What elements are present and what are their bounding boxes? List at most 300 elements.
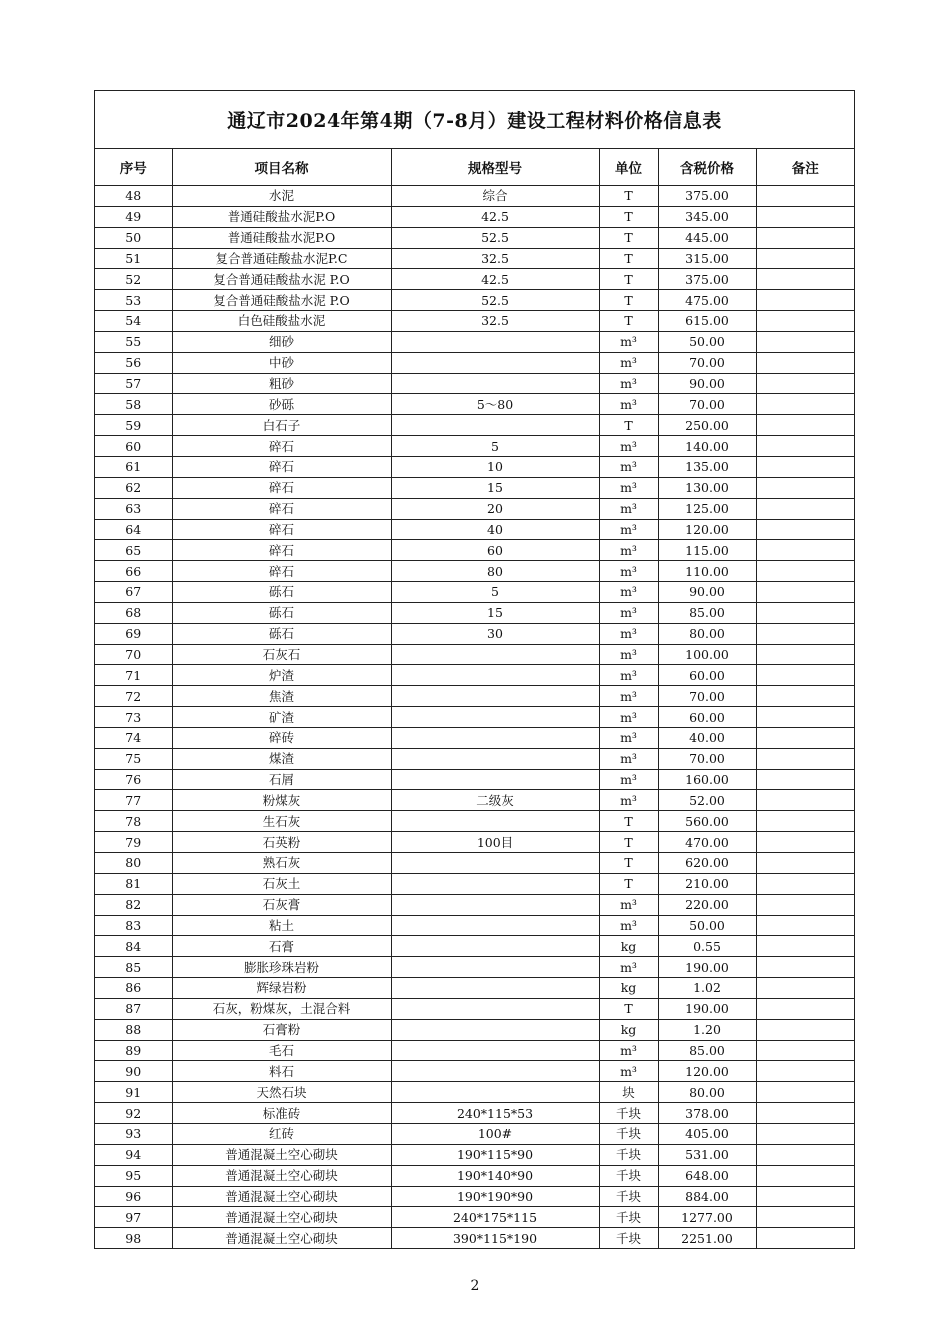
cell-spec	[391, 373, 599, 394]
cell-seq: 75	[95, 748, 172, 769]
cell-price: 470.00	[658, 832, 756, 853]
cell-seq: 64	[95, 519, 172, 540]
table-row	[95, 978, 854, 999]
cell-name: 石灰膏	[172, 894, 391, 915]
cell-remark	[756, 894, 854, 915]
cell-name: 标准砖	[172, 1103, 391, 1124]
cell-unit: m³	[599, 790, 658, 811]
cell-name: 石屑	[172, 769, 391, 790]
cell-seq: 58	[95, 394, 172, 415]
cell-price: 70.00	[658, 352, 756, 373]
cell-seq: 83	[95, 915, 172, 936]
table-row	[95, 1103, 854, 1124]
cell-remark	[756, 853, 854, 874]
cell-seq: 48	[95, 186, 172, 207]
cell-price: 52.00	[658, 790, 756, 811]
cell-remark	[756, 1019, 854, 1040]
cell-seq: 68	[95, 602, 172, 623]
header-row	[95, 149, 854, 186]
table-row	[95, 832, 854, 853]
cell-seq: 85	[95, 957, 172, 978]
cell-price: 0.55	[658, 936, 756, 957]
cell-name: 水泥	[172, 186, 391, 207]
price-table-sheet	[94, 90, 855, 1249]
cell-price: 70.00	[658, 748, 756, 769]
cell-spec	[391, 1019, 599, 1040]
cell-name: 石英粉	[172, 832, 391, 853]
table-row	[95, 1123, 854, 1144]
cell-remark	[756, 1207, 854, 1228]
cell-remark	[756, 519, 854, 540]
cell-price: 120.00	[658, 1061, 756, 1082]
table-row	[95, 1019, 854, 1040]
table-row	[95, 1207, 854, 1228]
cell-remark	[756, 665, 854, 686]
cell-name: 粘土	[172, 915, 391, 936]
cell-spec: 52.5	[391, 227, 599, 248]
cell-seq: 93	[95, 1123, 172, 1144]
cell-name: 碎石	[172, 498, 391, 519]
cell-price: 190.00	[658, 998, 756, 1019]
cell-unit: 千块	[599, 1228, 658, 1248]
cell-price: 648.00	[658, 1165, 756, 1186]
cell-name: 白石子	[172, 415, 391, 436]
cell-price: 315.00	[658, 248, 756, 269]
cell-seq: 54	[95, 311, 172, 332]
cell-name: 复合普通硅酸盐水泥 P.O	[172, 269, 391, 290]
cell-seq: 61	[95, 456, 172, 477]
cell-unit: m³	[599, 602, 658, 623]
cell-spec: 240*175*115	[391, 1207, 599, 1228]
cell-seq: 98	[95, 1228, 172, 1248]
cell-seq: 95	[95, 1165, 172, 1186]
cell-unit: m³	[599, 477, 658, 498]
cell-seq: 55	[95, 331, 172, 352]
cell-name: 红砖	[172, 1123, 391, 1144]
cell-unit: m³	[599, 352, 658, 373]
table-row	[95, 769, 854, 790]
cell-seq: 62	[95, 477, 172, 498]
table-row	[95, 1165, 854, 1186]
table-row	[95, 331, 854, 352]
cell-spec: 100目	[391, 832, 599, 853]
cell-spec	[391, 748, 599, 769]
cell-spec	[391, 915, 599, 936]
cell-unit: m³	[599, 748, 658, 769]
cell-seq: 59	[95, 415, 172, 436]
cell-unit: m³	[599, 331, 658, 352]
cell-name: 碎石	[172, 561, 391, 582]
cell-remark	[756, 873, 854, 894]
cell-price: 445.00	[658, 227, 756, 248]
cell-remark	[756, 1123, 854, 1144]
cell-price: 378.00	[658, 1103, 756, 1124]
table-row	[95, 248, 854, 269]
cell-spec	[391, 415, 599, 436]
table-row	[95, 686, 854, 707]
cell-price: 140.00	[658, 436, 756, 457]
cell-remark	[756, 790, 854, 811]
cell-name: 生石灰	[172, 811, 391, 832]
cell-unit: 千块	[599, 1165, 658, 1186]
cell-price: 80.00	[658, 623, 756, 644]
cell-spec: 30	[391, 623, 599, 644]
cell-name: 普通硅酸盐水泥P.O	[172, 227, 391, 248]
cell-name: 白色硅酸盐水泥	[172, 311, 391, 332]
cell-unit: T	[599, 853, 658, 874]
cell-price: 405.00	[658, 1123, 756, 1144]
cell-spec	[391, 811, 599, 832]
cell-seq: 94	[95, 1144, 172, 1165]
cell-price: 220.00	[658, 894, 756, 915]
table-row	[95, 936, 854, 957]
cell-spec: 5	[391, 436, 599, 457]
cell-remark	[756, 602, 854, 623]
cell-spec: 80	[391, 561, 599, 582]
table-row	[95, 186, 854, 207]
cell-name: 料石	[172, 1061, 391, 1082]
cell-spec: 100#	[391, 1123, 599, 1144]
cell-unit: T	[599, 811, 658, 832]
cell-spec: 40	[391, 519, 599, 540]
cell-price: 210.00	[658, 873, 756, 894]
cell-spec	[391, 894, 599, 915]
cell-name: 砾石	[172, 623, 391, 644]
cell-seq: 79	[95, 832, 172, 853]
cell-unit: m³	[599, 686, 658, 707]
cell-spec: 60	[391, 540, 599, 561]
cell-spec: 42.5	[391, 206, 599, 227]
cell-unit: T	[599, 206, 658, 227]
cell-name: 毛石	[172, 1040, 391, 1061]
cell-price: 475.00	[658, 290, 756, 311]
cell-spec	[391, 978, 599, 999]
cell-name: 普通混凝土空心砌块	[172, 1165, 391, 1186]
cell-spec: 5～80	[391, 394, 599, 415]
cell-price: 40.00	[658, 727, 756, 748]
cell-unit: m³	[599, 498, 658, 519]
cell-remark	[756, 1103, 854, 1124]
cell-unit: T	[599, 248, 658, 269]
cell-spec	[391, 873, 599, 894]
cell-name: 碎砖	[172, 727, 391, 748]
table-row	[95, 1061, 854, 1082]
table-row	[95, 957, 854, 978]
table-row	[95, 998, 854, 1019]
header-remark: 备注	[756, 149, 854, 186]
cell-remark	[756, 686, 854, 707]
cell-seq: 49	[95, 206, 172, 227]
cell-seq: 92	[95, 1103, 172, 1124]
cell-price: 560.00	[658, 811, 756, 832]
cell-remark	[756, 498, 854, 519]
cell-spec	[391, 1061, 599, 1082]
cell-spec: 190*115*90	[391, 1144, 599, 1165]
cell-spec	[391, 707, 599, 728]
cell-name: 砾石	[172, 582, 391, 603]
cell-unit: m³	[599, 519, 658, 540]
cell-seq: 73	[95, 707, 172, 728]
cell-seq: 52	[95, 269, 172, 290]
cell-price: 160.00	[658, 769, 756, 790]
table-row	[95, 1082, 854, 1103]
cell-price: 130.00	[658, 477, 756, 498]
cell-seq: 71	[95, 665, 172, 686]
cell-unit: m³	[599, 665, 658, 686]
cell-unit: 千块	[599, 1207, 658, 1228]
cell-price: 1.20	[658, 1019, 756, 1040]
cell-spec	[391, 352, 599, 373]
table-row	[95, 373, 854, 394]
cell-price: 60.00	[658, 665, 756, 686]
cell-name: 煤渣	[172, 748, 391, 769]
cell-remark	[756, 1040, 854, 1061]
cell-spec	[391, 644, 599, 665]
cell-unit: T	[599, 998, 658, 1019]
table-row	[95, 873, 854, 894]
cell-seq: 82	[95, 894, 172, 915]
table-row	[95, 582, 854, 603]
cell-unit: 块	[599, 1082, 658, 1103]
cell-unit: m³	[599, 915, 658, 936]
cell-name: 普通混凝土空心砌块	[172, 1144, 391, 1165]
table-row	[95, 790, 854, 811]
cell-name: 复合普通硅酸盐水泥P.C	[172, 248, 391, 269]
cell-price: 615.00	[658, 311, 756, 332]
cell-remark	[756, 269, 854, 290]
cell-seq: 89	[95, 1040, 172, 1061]
cell-remark	[756, 206, 854, 227]
cell-unit: T	[599, 873, 658, 894]
cell-name: 中砂	[172, 352, 391, 373]
table-row	[95, 1144, 854, 1165]
header-spec: 规格型号	[391, 149, 599, 186]
cell-name: 石灰，粉煤灰，土混合料	[172, 998, 391, 1019]
cell-spec	[391, 331, 599, 352]
table-row	[95, 415, 854, 436]
cell-price: 70.00	[658, 686, 756, 707]
cell-spec: 240*115*53	[391, 1103, 599, 1124]
cell-remark	[756, 832, 854, 853]
cell-spec	[391, 957, 599, 978]
cell-remark	[756, 373, 854, 394]
cell-remark	[756, 1082, 854, 1103]
cell-remark	[756, 248, 854, 269]
cell-price: 85.00	[658, 1040, 756, 1061]
table-row	[95, 915, 854, 936]
cell-remark	[756, 352, 854, 373]
cell-unit: m³	[599, 436, 658, 457]
cell-unit: m³	[599, 1061, 658, 1082]
cell-remark	[756, 561, 854, 582]
cell-spec: 15	[391, 602, 599, 623]
cell-remark	[756, 227, 854, 248]
cell-remark	[756, 1228, 854, 1248]
table-row	[95, 269, 854, 290]
cell-unit: T	[599, 186, 658, 207]
cell-seq: 78	[95, 811, 172, 832]
cell-spec: 190*190*90	[391, 1186, 599, 1207]
table-row	[95, 456, 854, 477]
cell-unit: m³	[599, 644, 658, 665]
cell-name: 碎石	[172, 456, 391, 477]
cell-spec	[391, 936, 599, 957]
cell-spec	[391, 686, 599, 707]
cell-price: 345.00	[658, 206, 756, 227]
cell-unit: m³	[599, 707, 658, 728]
cell-name: 膨胀珍珠岩粉	[172, 957, 391, 978]
cell-spec	[391, 998, 599, 1019]
cell-spec: 390*115*190	[391, 1228, 599, 1248]
cell-unit: m³	[599, 561, 658, 582]
cell-unit: kg	[599, 936, 658, 957]
header-name: 项目名称	[172, 149, 391, 186]
table-body	[95, 186, 854, 1249]
cell-price: 70.00	[658, 394, 756, 415]
cell-unit: m³	[599, 769, 658, 790]
cell-spec: 20	[391, 498, 599, 519]
cell-unit: T	[599, 290, 658, 311]
header-price: 含税价格	[658, 149, 756, 186]
cell-seq: 70	[95, 644, 172, 665]
cell-price: 2251.00	[658, 1228, 756, 1248]
cell-spec	[391, 727, 599, 748]
cell-spec: 32.5	[391, 311, 599, 332]
table-row	[95, 748, 854, 769]
cell-unit: 千块	[599, 1103, 658, 1124]
table-row	[95, 894, 854, 915]
cell-remark	[756, 811, 854, 832]
cell-remark	[756, 915, 854, 936]
table-row	[95, 602, 854, 623]
cell-seq: 90	[95, 1061, 172, 1082]
cell-seq: 84	[95, 936, 172, 957]
cell-name: 石灰土	[172, 873, 391, 894]
cell-seq: 76	[95, 769, 172, 790]
table-row	[95, 1228, 854, 1248]
cell-price: 60.00	[658, 707, 756, 728]
cell-price: 375.00	[658, 186, 756, 207]
cell-price: 50.00	[658, 331, 756, 352]
cell-remark	[756, 998, 854, 1019]
table-row	[95, 498, 854, 519]
cell-name: 粗砂	[172, 373, 391, 394]
table-row	[95, 519, 854, 540]
cell-seq: 96	[95, 1186, 172, 1207]
cell-remark	[756, 769, 854, 790]
cell-unit: m³	[599, 456, 658, 477]
cell-remark	[756, 456, 854, 477]
cell-seq: 88	[95, 1019, 172, 1040]
cell-unit: kg	[599, 1019, 658, 1040]
cell-seq: 53	[95, 290, 172, 311]
cell-name: 矿渣	[172, 707, 391, 728]
table-title: 通辽市2024年第4期（7-8月）建设工程材料价格信息表	[95, 91, 854, 149]
cell-name: 普通混凝土空心砌块	[172, 1186, 391, 1207]
table-row	[95, 561, 854, 582]
cell-spec: 190*140*90	[391, 1165, 599, 1186]
cell-name: 碎石	[172, 540, 391, 561]
cell-price: 375.00	[658, 269, 756, 290]
cell-seq: 81	[95, 873, 172, 894]
cell-unit: kg	[599, 978, 658, 999]
cell-price: 135.00	[658, 456, 756, 477]
cell-name: 砂砾	[172, 394, 391, 415]
cell-name: 普通混凝土空心砌块	[172, 1207, 391, 1228]
cell-price: 90.00	[658, 582, 756, 603]
cell-unit: m³	[599, 727, 658, 748]
cell-name: 复合普通硅酸盐水泥 P.O	[172, 290, 391, 311]
cell-seq: 77	[95, 790, 172, 811]
cell-remark	[756, 311, 854, 332]
table-row	[95, 311, 854, 332]
cell-price: 190.00	[658, 957, 756, 978]
cell-seq: 60	[95, 436, 172, 457]
cell-unit: m³	[599, 623, 658, 644]
cell-remark	[756, 1165, 854, 1186]
cell-remark	[756, 644, 854, 665]
cell-name: 石灰石	[172, 644, 391, 665]
cell-spec	[391, 1082, 599, 1103]
cell-name: 炉渣	[172, 665, 391, 686]
cell-unit: T	[599, 415, 658, 436]
table-row	[95, 665, 854, 686]
cell-name: 辉绿岩粉	[172, 978, 391, 999]
cell-name: 碎石	[172, 436, 391, 457]
cell-remark	[756, 436, 854, 457]
cell-unit: m³	[599, 582, 658, 603]
header-unit: 单位	[599, 149, 658, 186]
table-row	[95, 227, 854, 248]
cell-name: 细砂	[172, 331, 391, 352]
cell-unit: T	[599, 832, 658, 853]
cell-seq: 69	[95, 623, 172, 644]
cell-spec: 5	[391, 582, 599, 603]
cell-name: 粉煤灰	[172, 790, 391, 811]
cell-price: 90.00	[658, 373, 756, 394]
cell-remark	[756, 186, 854, 207]
cell-unit: T	[599, 227, 658, 248]
table-row	[95, 644, 854, 665]
cell-seq: 51	[95, 248, 172, 269]
cell-remark	[756, 957, 854, 978]
price-table	[95, 149, 854, 1248]
table-row	[95, 290, 854, 311]
cell-price: 100.00	[658, 644, 756, 665]
cell-spec	[391, 853, 599, 874]
cell-name: 碎石	[172, 477, 391, 498]
cell-remark	[756, 1061, 854, 1082]
cell-remark	[756, 582, 854, 603]
cell-seq: 63	[95, 498, 172, 519]
table-row	[95, 206, 854, 227]
table-row	[95, 540, 854, 561]
cell-price: 50.00	[658, 915, 756, 936]
cell-remark	[756, 727, 854, 748]
cell-remark	[756, 748, 854, 769]
cell-remark	[756, 1144, 854, 1165]
cell-seq: 50	[95, 227, 172, 248]
cell-price: 80.00	[658, 1082, 756, 1103]
cell-name: 焦渣	[172, 686, 391, 707]
cell-remark	[756, 415, 854, 436]
cell-seq: 91	[95, 1082, 172, 1103]
table-row	[95, 352, 854, 373]
cell-unit: m³	[599, 373, 658, 394]
table-row	[95, 811, 854, 832]
cell-spec	[391, 1040, 599, 1061]
cell-spec: 10	[391, 456, 599, 477]
